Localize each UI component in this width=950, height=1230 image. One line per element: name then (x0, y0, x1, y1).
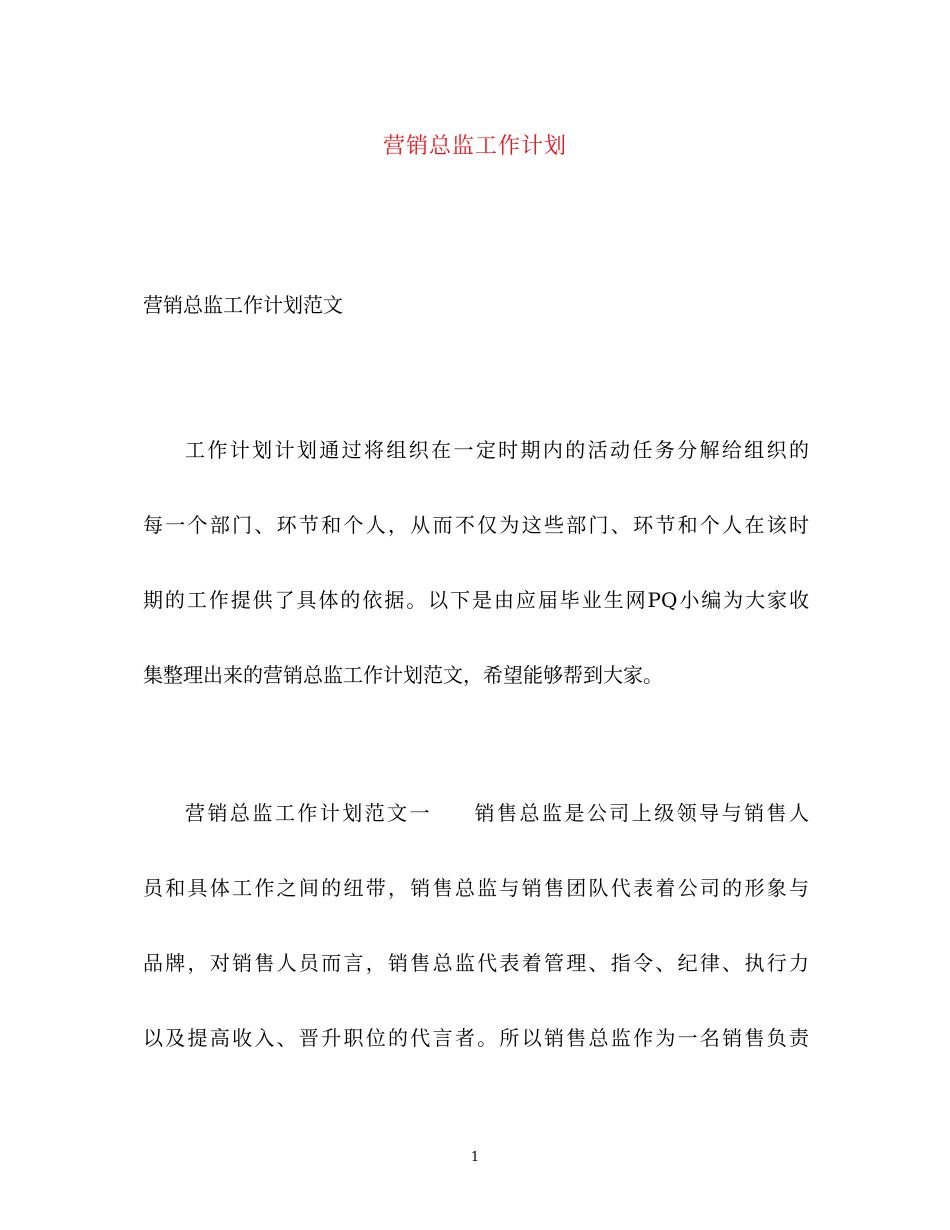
paragraph-text: 销售总监是公司上级领导与销售人 (472, 801, 810, 825)
paragraph-line: 期的工作提供了具体的依据。以下是由应届毕业生网PQ小编为大家收 (143, 588, 809, 612)
paragraph-line: 以及提高收入、晋升职位的代言者。所以销售总监作为一名销售负责 (143, 1026, 809, 1050)
paragraph-first-line (143, 795, 809, 831)
page-number: 1 (470, 1150, 480, 1165)
paragraph-line: 工作计划计划通过将组织在一定时期内的活动任务分解给组织的 (185, 438, 809, 462)
intro-paragraph (143, 432, 809, 732)
paragraph-line: 品牌，对销售人员而言，销售总监代表着管理、指令、纪律、执行力 (143, 951, 809, 975)
paragraph-line: 每一个部门、环节和个人，从而不仅为这些部门、环节和个人在该时 (143, 513, 809, 537)
paragraph-line: 员和具体工作之间的纽带，销售总监与销售团队代表着公司的形象与 (143, 876, 809, 900)
paragraph-line: 集整理出来的营销总监工作计划范文，希望能够帮到大家。 (143, 663, 663, 687)
sample-one-paragraph (143, 795, 809, 1095)
sample-heading: 营销总监工作计划范文一 (185, 801, 433, 825)
document-subtitle: 营销总监工作计划范文 (143, 293, 343, 317)
document-title: 营销总监工作计划 (382, 134, 567, 159)
